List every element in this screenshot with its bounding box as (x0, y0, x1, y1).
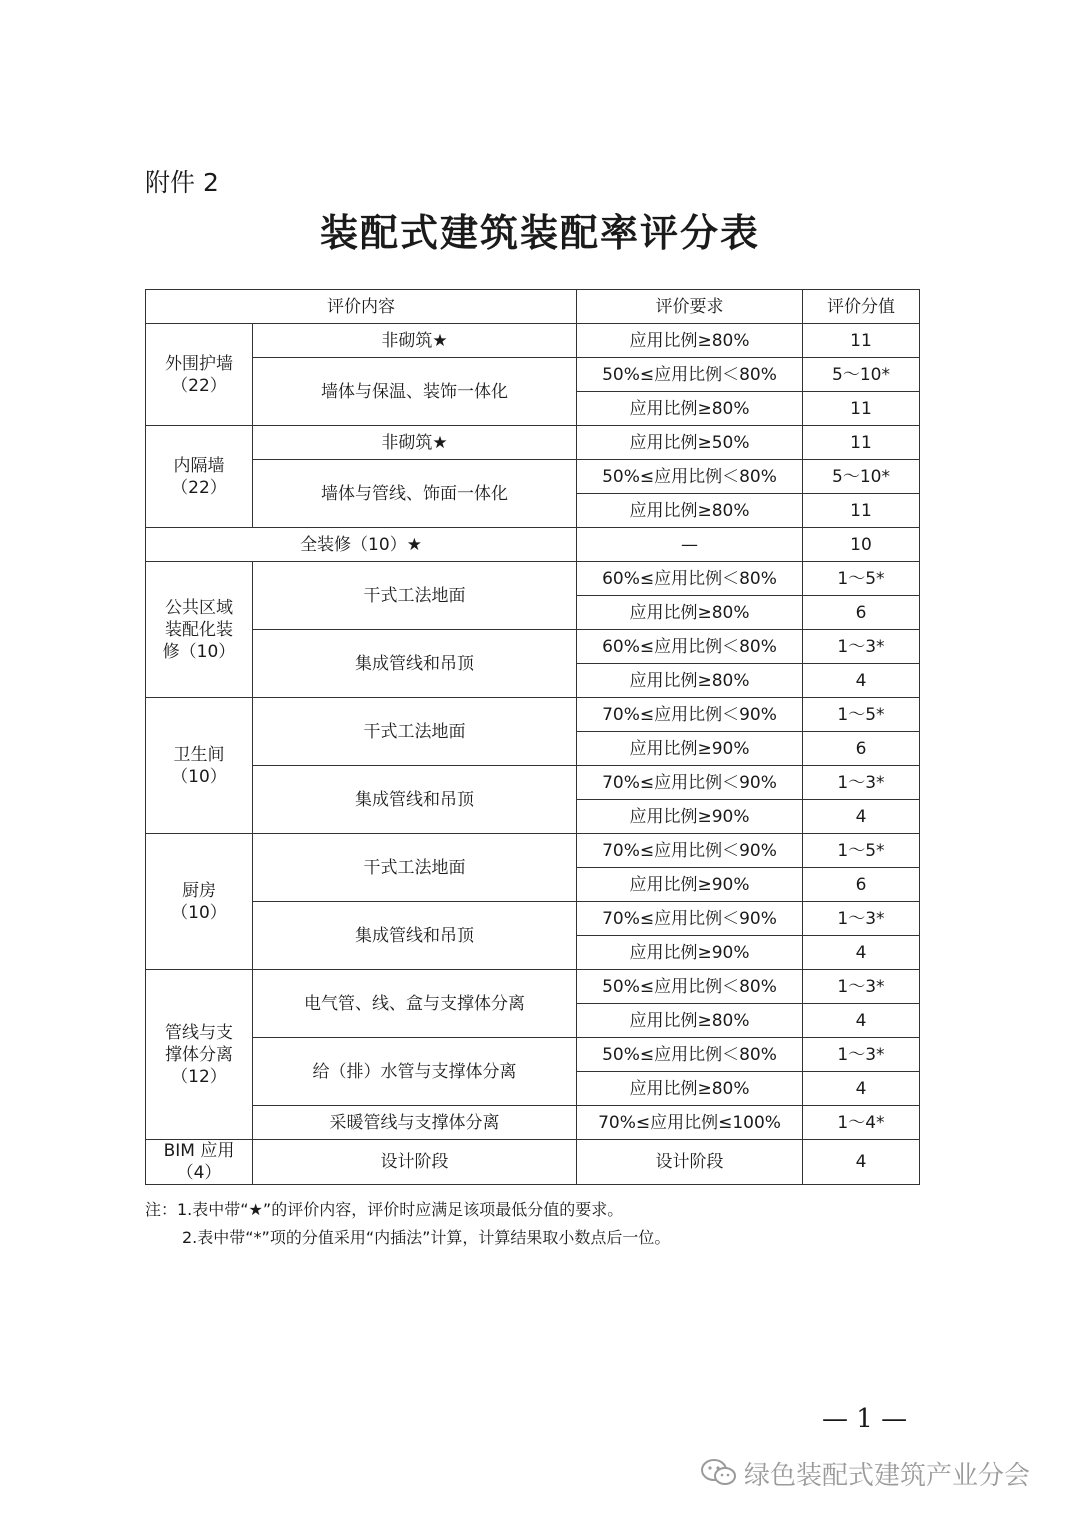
requirement-cell: 应用比例≥90% (577, 868, 803, 902)
table-row (146, 358, 920, 392)
score-cell: 4 (803, 1004, 920, 1038)
score-cell: 4 (803, 800, 920, 834)
score-cell: 1～3* (803, 970, 920, 1004)
requirement-cell: 70%≤应用比例＜90% (577, 698, 803, 732)
score-cell: 11 (803, 392, 920, 426)
requirement-cell: 应用比例≥50% (577, 426, 803, 460)
group-cell: BIM 应用（4） (146, 1140, 253, 1185)
item-cell: 电气管、线、盒与支撑体分离 (253, 970, 577, 1038)
table-row (146, 324, 920, 358)
document-title: 装配式建筑装配率评分表 (319, 211, 760, 255)
requirement-cell: 应用比例≥90% (577, 732, 803, 766)
score-cell: 1～4* (803, 1106, 920, 1140)
table-row (146, 460, 920, 494)
item-cell: 墙体与管线、饰面一体化 (253, 460, 577, 528)
item-cell: 干式工法地面 (253, 698, 577, 766)
requirement-cell: 应用比例≥80% (577, 392, 803, 426)
group-cell: 公共区域装配化装修（10） (146, 562, 253, 698)
score-cell: 1～3* (803, 766, 920, 800)
header-evaluation-content: 评价内容 (146, 290, 577, 324)
score-cell: 6 (803, 596, 920, 630)
score-cell: 11 (803, 494, 920, 528)
group-cell: 厨房（10） (146, 834, 253, 970)
page-number: — 1 — (822, 1404, 908, 1434)
table-row (146, 834, 920, 868)
notes (145, 1196, 670, 1252)
header-evaluation-requirement: 评价要求 (577, 290, 803, 324)
score-cell: 5～10* (803, 460, 920, 494)
wechat-icon (700, 1458, 738, 1495)
requirement-cell: 70%≤应用比例＜90% (577, 766, 803, 800)
requirement-cell: 应用比例≥80% (577, 494, 803, 528)
watermark-text: 绿色装配式建筑产业分会 (744, 1461, 1031, 1491)
score-cell: 10 (803, 528, 920, 562)
score-cell: 1～5* (803, 834, 920, 868)
table-row (146, 970, 920, 1004)
score-cell: 6 (803, 868, 920, 902)
score-cell: 11 (803, 324, 920, 358)
group-cell: 内隔墙（22） (146, 426, 253, 528)
requirement-cell: — (577, 528, 803, 562)
group-cell: 卫生间（10） (146, 698, 253, 834)
full-row-content-cell: 全装修（10）★ (146, 528, 577, 562)
requirement-cell: 应用比例≥80% (577, 596, 803, 630)
requirement-cell: 应用比例≥90% (577, 936, 803, 970)
table-row (146, 1038, 920, 1072)
item-cell: 给（排）水管与支撑体分离 (253, 1038, 577, 1106)
requirement-cell: 50%≤应用比例＜80% (577, 358, 803, 392)
table-row (146, 528, 920, 562)
score-cell: 4 (803, 1072, 920, 1106)
requirement-cell: 50%≤应用比例＜80% (577, 460, 803, 494)
score-cell: 11 (803, 426, 920, 460)
group-cell: 外围护墙（22） (146, 324, 253, 426)
table-row (146, 426, 920, 460)
requirement-cell: 应用比例≥80% (577, 1072, 803, 1106)
item-cell: 非砌筑★ (253, 324, 577, 358)
note-1: 注：1.表中带“★”的评价内容，评价时应满足该项最低分值的要求。 (145, 1200, 624, 1219)
requirement-cell: 60%≤应用比例＜80% (577, 562, 803, 596)
item-cell: 非砌筑★ (253, 426, 577, 460)
requirement-cell: 应用比例≥80% (577, 324, 803, 358)
score-cell: 6 (803, 732, 920, 766)
requirement-cell: 应用比例≥80% (577, 664, 803, 698)
score-cell: 4 (803, 664, 920, 698)
requirement-cell: 50%≤应用比例＜80% (577, 970, 803, 1004)
watermark (700, 1455, 1030, 1495)
table-row (146, 902, 920, 936)
requirement-cell: 70%≤应用比例＜90% (577, 902, 803, 936)
table-row (146, 1140, 920, 1185)
requirement-cell: 70%≤应用比例≤100% (577, 1106, 803, 1140)
score-cell: 5～10* (803, 358, 920, 392)
score-table (145, 289, 920, 1185)
header-score-value: 评价分值 (803, 290, 920, 324)
requirement-cell: 设计阶段 (577, 1140, 803, 1185)
requirement-cell: 应用比例≥90% (577, 800, 803, 834)
attachment-label: 附件 2 (145, 168, 219, 197)
table-row (146, 766, 920, 800)
table-row (146, 562, 920, 596)
table-header-row (146, 290, 920, 324)
score-cell: 1～3* (803, 1038, 920, 1072)
score-cell: 1～5* (803, 562, 920, 596)
item-cell: 集成管线和吊顶 (253, 766, 577, 834)
score-cell: 4 (803, 936, 920, 970)
requirement-cell: 应用比例≥80% (577, 1004, 803, 1038)
item-cell: 采暖管线与支撑体分离 (253, 1106, 577, 1140)
group-cell: 管线与支撑体分离（12） (146, 970, 253, 1140)
item-cell: 墙体与保温、装饰一体化 (253, 358, 577, 426)
item-cell: 干式工法地面 (253, 562, 577, 630)
requirement-cell: 60%≤应用比例＜80% (577, 630, 803, 664)
score-cell: 1～3* (803, 902, 920, 936)
item-cell: 设计阶段 (253, 1140, 577, 1185)
table-row (146, 630, 920, 664)
item-cell: 集成管线和吊顶 (253, 902, 577, 970)
table-row (146, 1106, 920, 1140)
requirement-cell: 70%≤应用比例＜90% (577, 834, 803, 868)
score-cell: 1～3* (803, 630, 920, 664)
item-cell: 干式工法地面 (253, 834, 577, 902)
table-row (146, 698, 920, 732)
score-cell: 1～5* (803, 698, 920, 732)
note-2: 2.表中带“*”项的分值采用“内插法”计算，计算结果取小数点后一位。 (182, 1228, 671, 1247)
item-cell: 集成管线和吊顶 (253, 630, 577, 698)
requirement-cell: 50%≤应用比例＜80% (577, 1038, 803, 1072)
score-cell: 4 (803, 1140, 920, 1185)
